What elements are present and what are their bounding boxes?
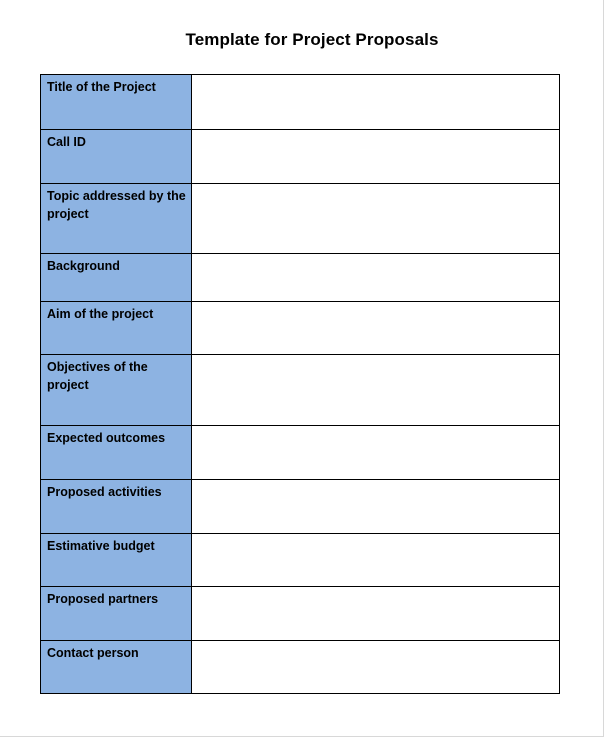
value-cell (192, 641, 560, 694)
background-field[interactable] (192, 254, 559, 300)
field-label-objectives: Objectives of the project (47, 360, 148, 392)
value-cell (192, 355, 560, 426)
value-cell (192, 480, 560, 534)
label-cell (41, 75, 192, 130)
field-label-partners: Proposed partners (47, 592, 159, 606)
proposal-form-table (40, 74, 560, 694)
label-cell (41, 355, 192, 426)
value-cell (192, 130, 560, 184)
budget-field[interactable] (192, 534, 559, 585)
form-row-activities (41, 480, 560, 534)
field-label-call-id: Call ID (47, 135, 86, 149)
label-cell (41, 534, 192, 587)
value-cell (192, 426, 560, 480)
contact-person-field[interactable] (192, 641, 559, 692)
page-title: Template for Project Proposals (185, 30, 439, 49)
value-cell (192, 587, 560, 641)
form-row-outcomes (41, 426, 560, 480)
label-cell (41, 130, 192, 184)
field-label-activities: Proposed activities (47, 485, 162, 499)
field-label-contact: Contact person (47, 646, 139, 660)
value-cell (192, 75, 560, 130)
form-row-call-id (41, 130, 560, 184)
form-row-budget (41, 534, 560, 587)
value-cell (192, 302, 560, 355)
field-label-aim: Aim of the project (47, 307, 154, 321)
outcomes-field[interactable] (192, 426, 559, 478)
topic-field[interactable] (192, 184, 559, 252)
field-label-outcomes: Expected outcomes (47, 431, 166, 445)
form-row-background (41, 254, 560, 302)
field-label-background: Background (47, 259, 120, 273)
form-row-partners (41, 587, 560, 641)
label-cell (41, 302, 192, 355)
label-cell (41, 641, 192, 694)
form-row-contact (41, 641, 560, 694)
field-label-title: Title of the Project (47, 80, 156, 94)
form-row-aim (41, 302, 560, 355)
form-row-topic (41, 184, 560, 254)
field-label-budget: Estimative budget (47, 539, 155, 553)
call-id-field[interactable] (192, 130, 559, 182)
aim-field[interactable] (192, 302, 559, 353)
partners-field[interactable] (192, 587, 559, 639)
value-cell (192, 184, 560, 254)
label-cell (41, 587, 192, 641)
label-cell (41, 184, 192, 254)
value-cell (192, 534, 560, 587)
objectives-field[interactable] (192, 355, 559, 424)
form-row-title (41, 75, 560, 130)
label-cell (41, 480, 192, 534)
field-label-topic: Topic addressed by the project (47, 189, 186, 221)
activities-field[interactable] (192, 480, 559, 532)
value-cell (192, 254, 560, 302)
label-cell (41, 254, 192, 302)
project-title-field[interactable] (192, 75, 559, 127)
form-row-objectives (41, 355, 560, 426)
label-cell (41, 426, 192, 480)
